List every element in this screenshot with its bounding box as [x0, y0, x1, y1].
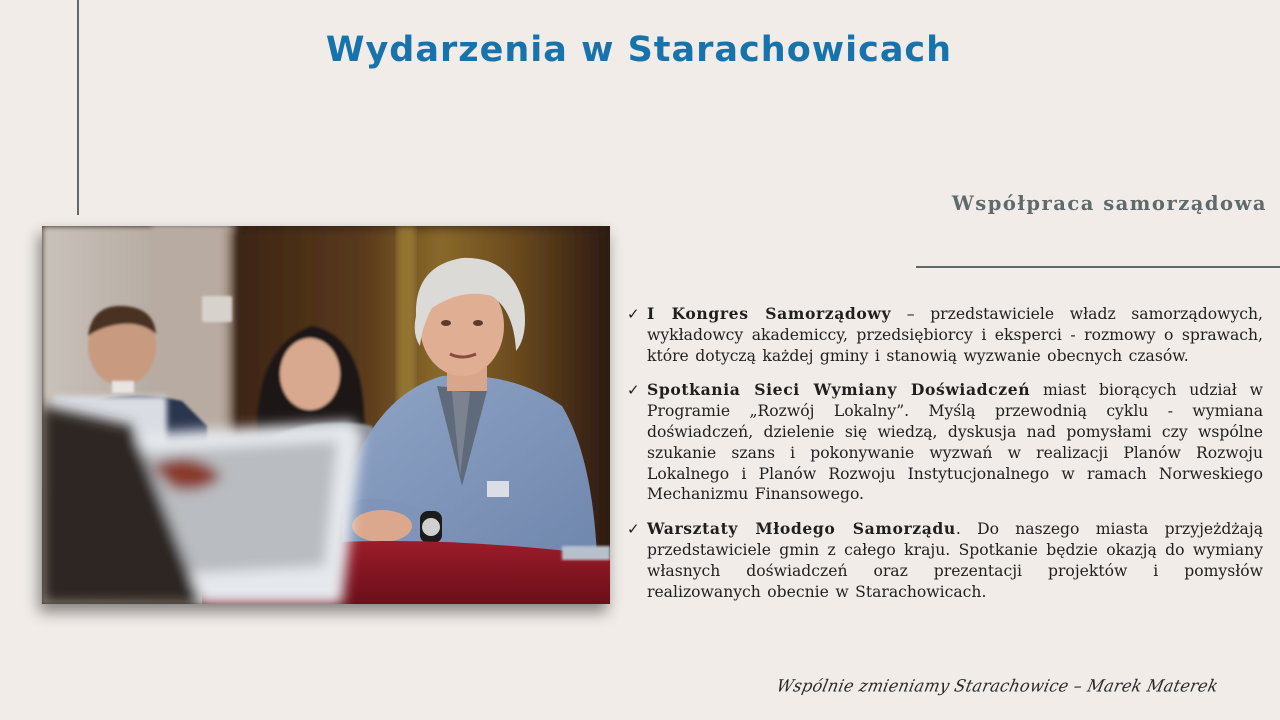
- checkmark-icon: ✓: [627, 520, 640, 539]
- footer-signature: Wspólnie zmieniamy Starachowice – Marek Materek: [774, 675, 1221, 696]
- bullet-heading: Warsztaty Młodego Samorządu: [647, 519, 956, 539]
- bullet-heading: Spotkania Sieci Wymiany Doświadczeń: [647, 380, 1031, 400]
- bullet-text: – przedstawiciele władz samorządowych, wykładowcy akademiccy, przedsiębiorcy i eksperci - rozmowy o sprawach, które dotyczą każdej gminy i stanowią wyzwanie obecnych czasów.: [647, 305, 1264, 365]
- horizontal-rule: [916, 266, 1280, 268]
- bullet-text: miast biorących udział w Programie „Rozwój Lokalny”. Myślą przewodnią cyklu - wymiana doświadczeń, dzielenie się wiedzą, dyskusja nad pomysłami czy wspólne szukanie szans i pokonywanie wyzwań w realizacji Planów Rozwoju Lokalnego i Planów Rozwoju Instytucjonalnego w ramach Norweskiego Mechanizmu Finansowego.: [647, 381, 1263, 504]
- slide-title: Wydarzenia w Starachowicach: [325, 30, 953, 70]
- conference-photo: [42, 226, 610, 604]
- checkmark-icon: ✓: [627, 381, 640, 400]
- checkmark-icon: ✓: [627, 305, 640, 323]
- bullet-text: . Do naszego miasta przyjeżdżają przedstawiciele gmin z całego kraju. Spotkanie będzie okazją do wymiany własnych doświadczeń oraz prezentacji projektów i pomysłów realizowanych obecnie w Starachowicach.: [647, 520, 1263, 601]
- bullet-item: [627, 519, 1263, 602]
- bullet-item: [627, 380, 1263, 505]
- bullet-list: [627, 304, 1263, 616]
- slide-subtitle: Współpraca samorządowa: [951, 192, 1267, 215]
- bullet-item: [627, 304, 1263, 366]
- bullet-heading: I Kongres Samorządowy: [647, 304, 892, 323]
- conference-photo-image: [42, 226, 610, 604]
